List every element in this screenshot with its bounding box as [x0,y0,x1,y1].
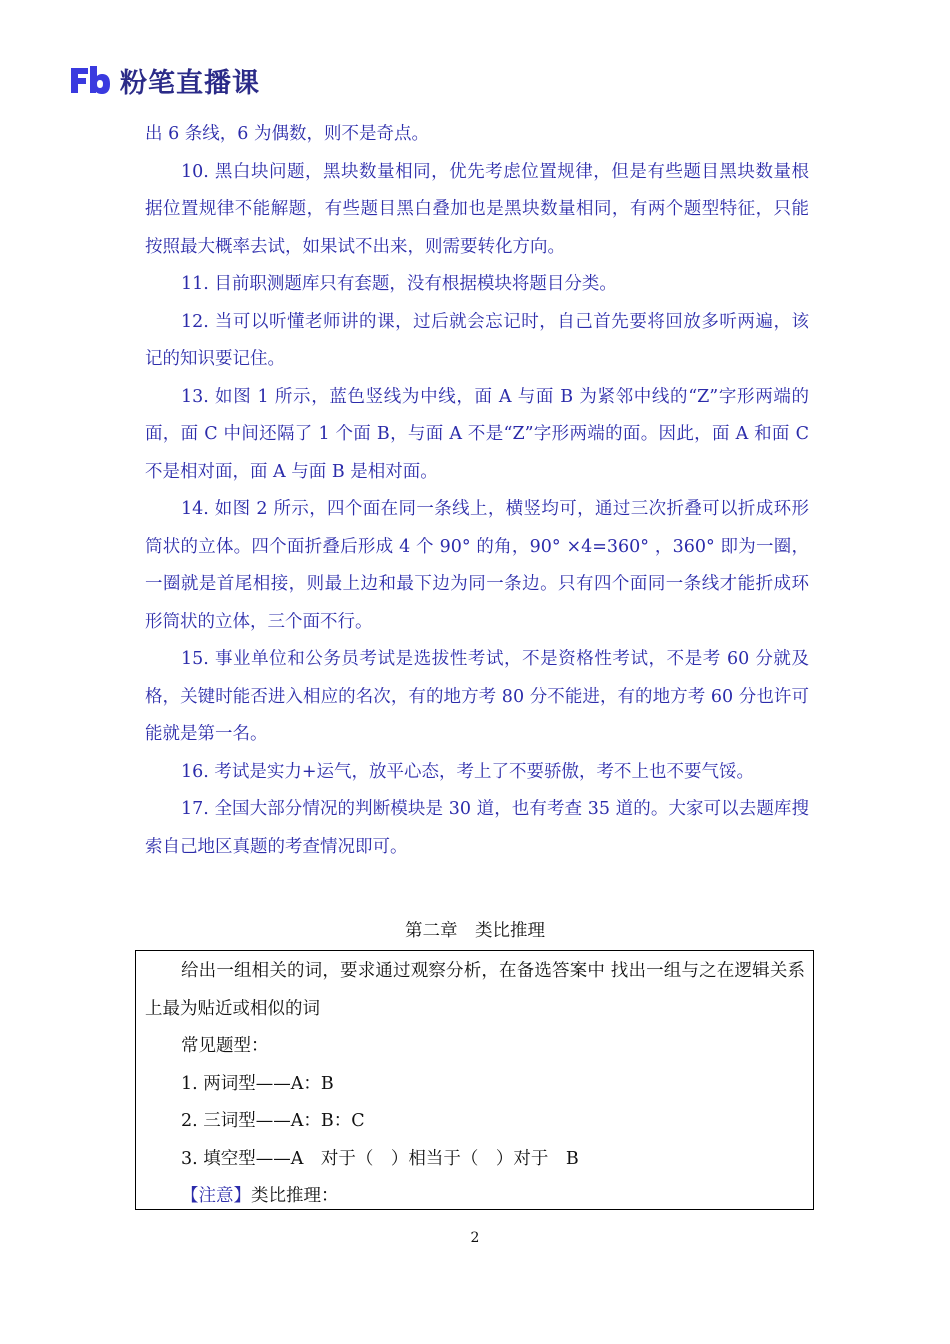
main-content [145,116,809,866]
paragraph-item-13: 13. 如图 1 所示，蓝色竖线为中线，面 A 与面 B 为紧邻中线的“Z”字形两端的面，面 C 中间还隔了 1 个面 B，与面 A 不是“Z”字形两端的面。因此，面 A 和面 C 不是相对面，面 A 与面 B 是相对面。 [145,386,809,482]
fenbi-fb-logo-icon [68,63,112,97]
box-intro: 给出一组相关的词，要求通过观察分析，在备选答案中 找出一组与之在逻辑关系上最为贴近或相似的词 [145,961,805,1019]
page-number: 2 [470,1230,480,1246]
brand-logo [68,60,260,100]
paragraph-item-14: 14. 如图 2 所示，四个面在同一条线上，横竖均可，通过三次折叠可以折成环形筒状的立体。四个面折叠后形成 4 个 90° 的角，90° ×4=360° ，360° 即为一圈，一圈就是首尾相接，则最上边和最下边为同一条边。只有四个面同一条线才能折成环形筒状的立体，三个面不行。 [145,499,809,632]
box-type-item-3: 3. 填空型——A 对于（ ）相当于（ ）对于 B [181,1148,579,1169]
logo-text: 粉笔直播课 [120,67,260,99]
paragraph-item-12: 12. 当可以听懂老师讲的课，过后就会忘记时，自己首先要将回放多听两遍，该记的知识要记住。 [145,311,809,369]
box-type-item-2: 2. 三词型——A：B：C [181,1111,365,1131]
paragraph-item-17: 17. 全国大部分情况的判断模块是 30 道，也有考查 35 道的。大家可以去题库搜索自己地区真题的考查情况即可。 [145,799,809,857]
box-note [145,1178,805,1216]
paragraph-continuation: 出 6 条线，6 为偶数，则不是奇点。 [145,124,429,144]
paragraph-item-11: 11. 目前职测题库只有套题，没有根据模块将题目分类。 [181,274,617,294]
note-text: 类比推理： [251,1186,339,1206]
note-tag: 【注意】 [181,1186,251,1206]
box-type-item-1: 1. 两词型——A：B [181,1073,334,1094]
box-types-heading: 常见题型： [181,1036,269,1056]
paragraph-item-16: 16. 考试是实力+运气，放平心态，考上了不要骄傲，考不上也不要气馁。 [181,761,755,782]
definition-box [135,950,814,1210]
chapter-title: 第二章 类比推理 [405,921,545,941]
paragraph-item-15: 15. 事业单位和公务员考试是选拔性考试，不是资格性考试，不是考 60 分就及格，关键时能否进入相应的名次，有的地方考 80 分不能进，有的地方考 60 分也许可能就是第一名。 [145,649,809,744]
paragraph-item-10: 10. 黑白块问题，黑块数量相同，优先考虑位置规律，但是有些题目黑块数量根据位置规律不能解题，有些题目黑白叠加也是黑块数量相同，有两个题型特征，只能按照最大概率去试，如果试不出来，则需要转化方向。 [145,161,809,257]
